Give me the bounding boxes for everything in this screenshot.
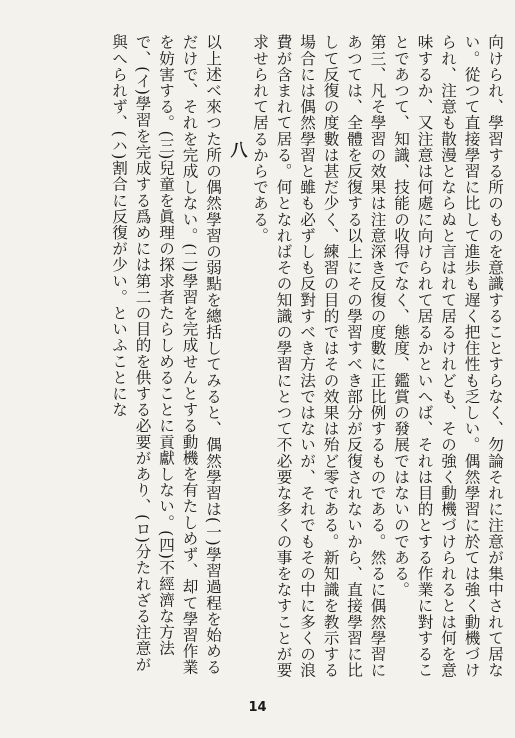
- paragraph-1: 向けられ、學習する所のものを意識することすらなく、勿論それに注意が集中されて居ない。從つて直接學習に比して進歩も遅く把住性も乏しい。偶然學習に於ては強く動機づけられ、注意も散漫とならぬと言はれて居るけれども、その強く動機づけられるとは何を意味するか、又注意は何處に向けられて居るかといへば、それは目的とする作業に對することであつて、知識、技能の收得でなく、態度、鑑賞の發展ではないのである。: [392, 34, 504, 678]
- section-paragraph: 以上述べ來つた所の偶然學習の弱點を總括してみると、偶然學習は(一)學習過程を始めるだけで、それを完成しない。(二)學習を完成せんとする動機を有たしめず、却て學習作業を妨害する。(三)兒童を眞理の探求者たらしめることに貢獻しない。(四)不經濟な方法で、(イ)學習を完成する爲めには第二の目的を供する必要があり、(ロ)分たれざる注意が與へられず、(ハ)割合に反復が少い。といふことにな: [110, 34, 222, 676]
- page-number: 14: [248, 700, 267, 715]
- paragraph-2: 第三、凡そ學習の效果は注意深き反復の度數に正比例するものである。然るに偶然學習にあつては、全體を反復する以上にその學習すべき部分が反復されないから、直接學習に比して反復の度數は甚だ少く、練習の目的ではその效果は殆ど零である。新知識を教示する場合には偶然學習と雖も必ずしも反對すべき方法ではないが、それでもその中に多くの浪費が含まれて居る。何となればその知識の學習にとつて不必要な多くの事をなすことが要求せられて居るからである。: [251, 34, 387, 678]
- vertical-text-body: [28, 34, 506, 686]
- section-heading: 八: [226, 141, 247, 159]
